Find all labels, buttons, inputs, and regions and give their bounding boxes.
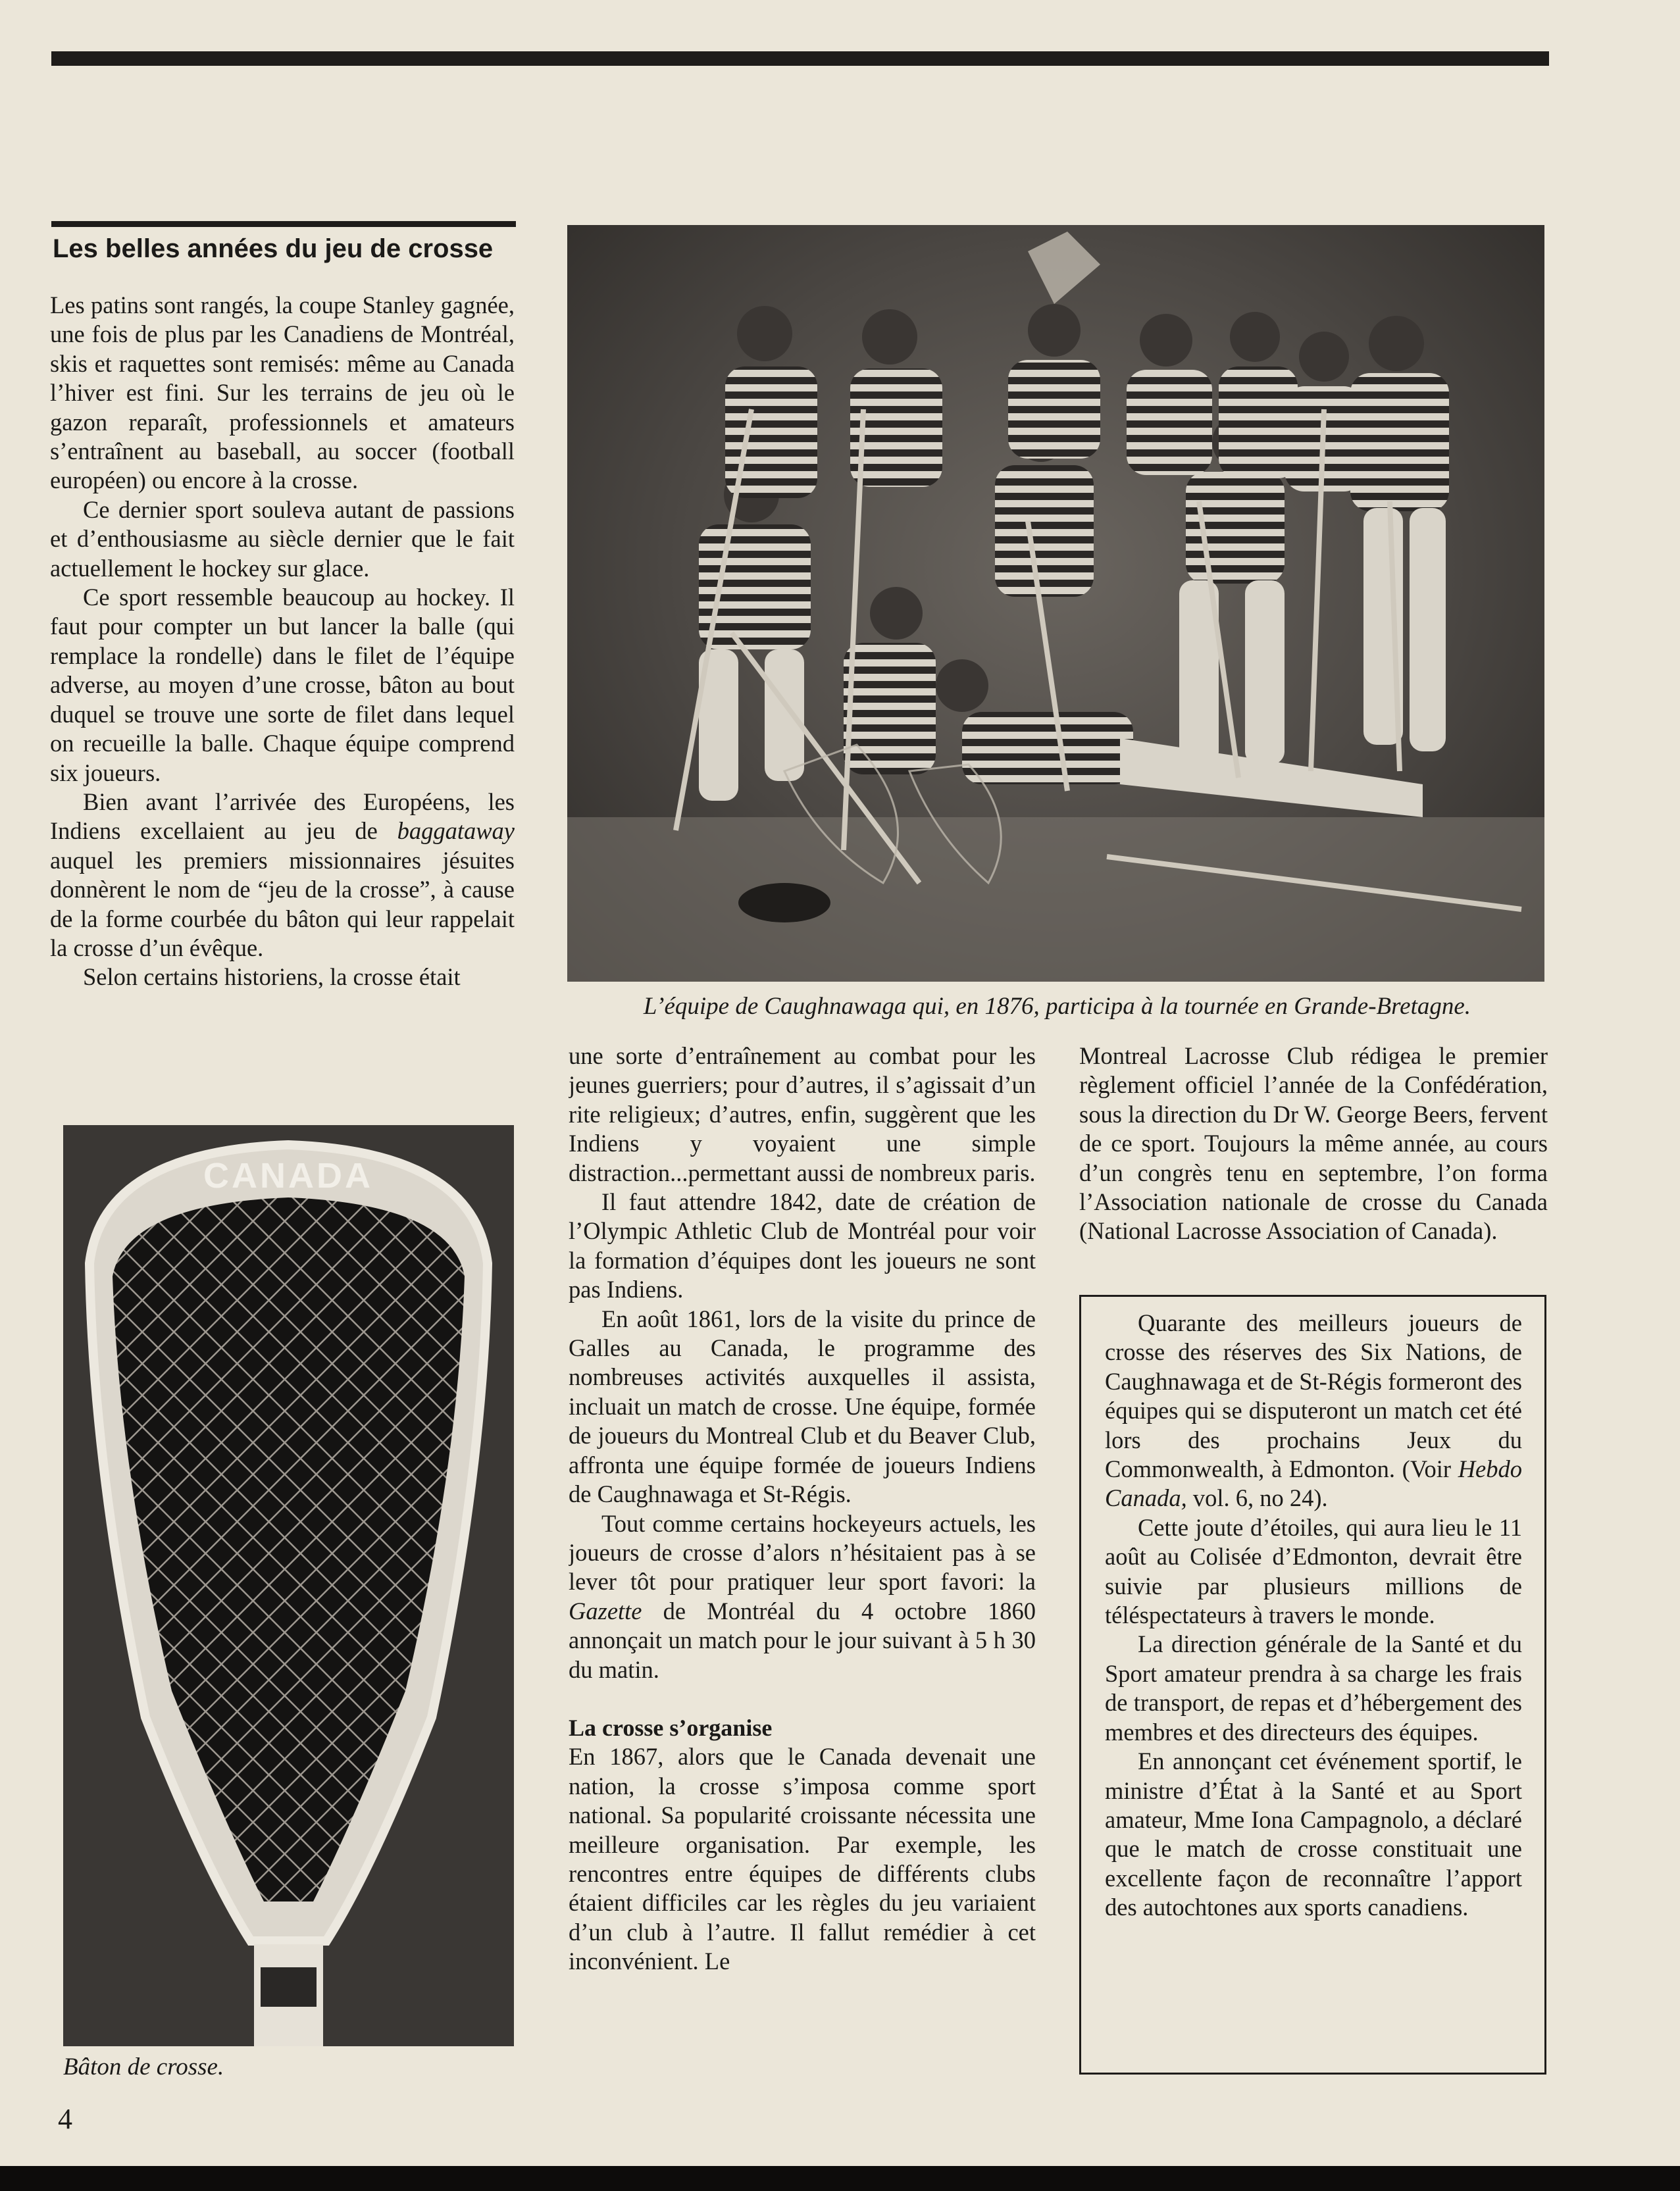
bottom-edge [0,2166,1680,2191]
paragraph: Il faut attendre 1842, date de création de l’Olympic Athletic Club de Montréal pour voir la formation d’équipes dont les joueurs ne sont pas Indiens. [569,1188,1036,1303]
article-title: Les belles années du jeu de crosse [53,234,494,263]
paragraph: En août 1861, lors de la visite du prince de Galles au Canada, le programme des nombreuses activités auxquelles il assista, incluait un match de crosse. Une équipe, formée de joueurs du Montreal Club et du Beaver Club, affronta une équipe formée de joueurs Indiens de Caughnawaga et St-Régis. [569,1305,1036,1508]
page-number: 4 [58,2103,72,2135]
paragraph: Tout comme certains hockeyeurs actuels, les joueurs de crosse d’alors n’hésitaient pas à se lever tôt pour pratiquer leur sport favori: la Gazette de Montréal du 4 octobre 1860 annonçait un match pour le jour suivant à 5 h 30 du matin. [569,1509,1036,1683]
paragraph: Selon certains historiens, la crosse était [83,963,461,991]
lacrosse-stick-photo [63,1125,514,2046]
paragraph: Cette joute d’étoiles, qui aura lieu le 11 août au Colisée d’Edmonton, devrait être suivie par plusieurs millions de téléspectateurs à travers le monde. [1105,1513,1522,1629]
sidebar-box [1079,1295,1546,2075]
team-photo-caption: L’équipe de Caughnawaga qui, en 1876, participa à la tournée en Grande-Bretagne. [643,993,1471,1020]
stick-photo-caption: Bâton de crosse. [63,2053,224,2080]
paragraph: La direction générale de la Santé et du Sport amateur prendra à sa charge les frais de transport, de repas et d’hébergement des membres et des directeurs des équipes. [1105,1630,1522,1746]
paragraph: En annonçant cet événement sportif, le ministre d’État à la Santé et au Sport amateur, Mme Iona Campagnolo, a déclaré que le match de crosse constituait une excellente façon de reconnaître l’apport des autochtones aux sports canadiens. [1105,1748,1522,1921]
top-rule [51,51,1549,66]
paragraph: Les patins sont rangés, la coupe Stanley gagnée, une fois de plus par les Canadiens de Montréal, skis et raquettes sont remisés: même au Canada l’hiver est fini. Sur les terrains de jeu où le gazon reparaît, professionnels et amateurs s’entraînent au baseball, au soccer (football européen) ou encore à la crosse. [50,291,515,494]
stick-logo: CANADA [203,1156,373,1196]
paragraph: une sorte d’entraînement au combat pour les jeunes guerriers; pour d’autres, il s’agissait d’un rite religieux; d’autres, enfin, suggèrent que les Indiens y voyaient une simple distraction...permettant aussi de nombreux paris. [569,1042,1036,1186]
paragraph: Ce sport ressemble beaucoup au hockey. Il faut pour compter un but lancer la balle (qui remplace la rondelle) dans le filet de l’équipe adverse, au moyen d’une crosse, bâton au bout duquel se trouve une sorte de filet dans lequel on recueille la balle. Chaque équipe comprend six joueurs. [50,584,515,786]
paragraph: Quarante des meilleurs joueurs de crosse des réserves des Six Nations, de Caughnawaga et de St-Régis formeront des équipes qui se disputeront un match cet été lors des prochains Jeux du Commonwealth, à Edmonton. (Voir Hebdo Canada, vol. 6, no 24). [1105,1309,1522,1512]
section-rule [51,221,516,227]
paragraph: En 1867, alors que le Canada devenait une nation, la crosse s’imposa comme sport national. Sa popularité croissante nécessita une meilleure organisation. Par exemple, les rencontres entre équipes de différents clubs étaient difficiles car les règles du jeu variaient d’un club à l’autre. Il fallut remédier à cet inconvénient. Le [569,1743,1036,1975]
paragraph: Bien avant l’arrivée des Européens, les Indiens excellaient au jeu de baggataway auquel les premiers missionnaires jésuites donnèrent le nom de “jeu de la crosse”, à cause de la forme courbée du bâton qui leur rappelait la crosse d’un évêque. [50,788,515,961]
subheading: La crosse s’organise [569,1714,773,1741]
paragraph: Montreal Lacrosse Club rédigea le premier règlement officiel l’année de la Confédération, sous la direction du Dr W. George Beers, fervent de ce sport. Toujours la même année, au cours d’un congrès tenu en septembre, l’on forma l’Association nationale de crosse du Canada (National Lacrosse Association of Canada). [1079,1042,1548,1245]
team-photo [567,225,1544,982]
column-3 [1079,1042,1548,1285]
column-1 [50,291,515,1117]
column-2 [569,1042,1036,2081]
paragraph: Ce dernier sport souleva autant de passions et d’enthousiasme au siècle dernier que le fait actuellement le hockey sur glace. [50,495,515,582]
